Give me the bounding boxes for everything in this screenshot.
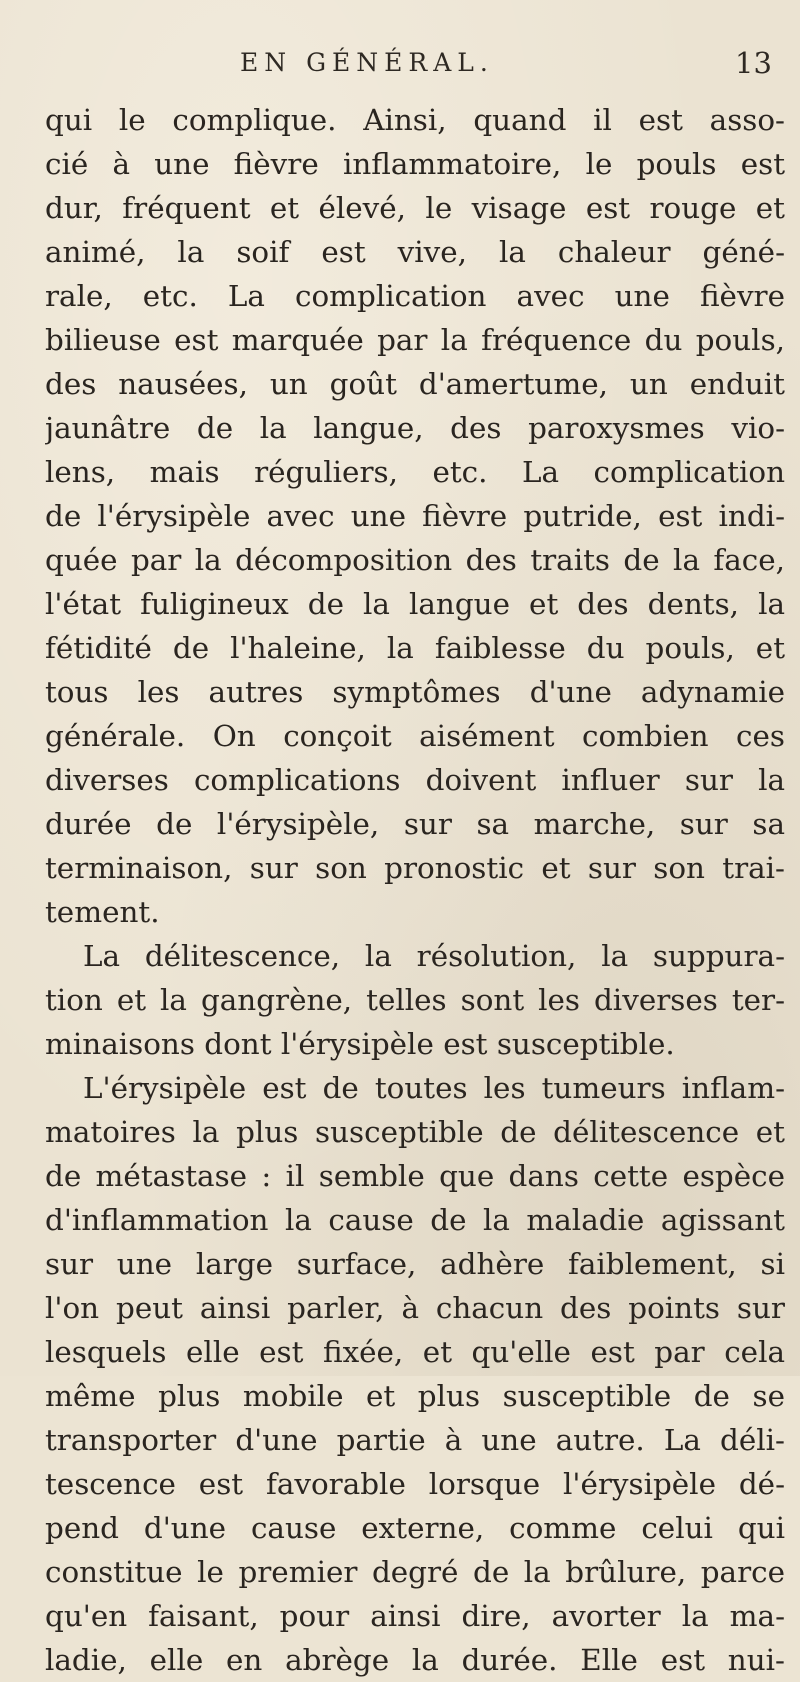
text-line: qui le complique. Ainsi, quand il est asso- [45, 103, 785, 137]
text-line: durée de l'érysipèle, sur sa marche, sur sa [45, 807, 785, 841]
text-line: générale. On conçoit aisément combien ces [45, 719, 785, 753]
text-line: lens, mais réguliers, etc. La complication [45, 455, 785, 489]
text-line: l'on peut ainsi parler, à chacun des points sur [45, 1291, 785, 1325]
text-line: fétidité de l'haleine, la faiblesse du pouls, et [45, 631, 785, 665]
text-line: bilieuse est marquée par la fréquence du pouls, [45, 323, 785, 357]
text-line: diverses complications doivent influer sur la [45, 763, 785, 797]
text-line: qu'en faisant, pour ainsi dire, avorter la ma- [45, 1599, 785, 1633]
text-line: tous les autres symptômes d'une adynamie [45, 675, 785, 709]
text-line: de métastase : il semble que dans cette espèce [45, 1159, 785, 1193]
text-line: ladie, elle en abrège la durée. Elle est nui- [45, 1643, 785, 1677]
text-line: rale, etc. La complication avec une fièvre [45, 279, 785, 313]
text-line: même plus mobile et plus susceptible de se [45, 1379, 785, 1413]
text-line: dur, fréquent et élevé, le visage est rouge et [45, 191, 785, 225]
page-number: 13 [735, 46, 772, 80]
text-line: matoires la plus susceptible de délitescence et [45, 1115, 785, 1149]
running-head: EN GÉNÉRAL. [240, 48, 494, 77]
text-line: animé, la soif est vive, la chaleur géné- [45, 235, 785, 269]
body-text [45, 98, 785, 1682]
paragraph-first-line: L'érysipèle est de toutes les tumeurs inflam- [83, 1071, 785, 1105]
text-line: quée par la décomposition des traits de la face, [45, 543, 785, 577]
text-line: tescence est favorable lorsque l'érysipèle dé- [45, 1467, 785, 1501]
text-line: lesquels elle est fixée, et qu'elle est par cela [45, 1335, 785, 1369]
text-line: transporter d'une partie à une autre. La déli- [45, 1423, 785, 1457]
text-line: l'état fuligineux de la langue et des dents, la [45, 587, 785, 621]
text-line: des nausées, un goût d'amertume, un enduit [45, 367, 785, 401]
text-line: tion et la gangrène, telles sont les diverses ter- [45, 983, 785, 1017]
text-line: de l'érysipèle avec une fièvre putride, est indi- [45, 499, 785, 533]
text-line: sur une large surface, adhère faiblement, si [45, 1247, 785, 1281]
text-line: pend d'une cause externe, comme celui qui [45, 1511, 785, 1545]
text-line: jaunâtre de la langue, des paroxysmes vio- [45, 411, 785, 445]
text-line: terminaison, sur son pronostic et sur son trai- [45, 851, 785, 885]
paragraph-first-line: La délitescence, la résolution, la suppura- [83, 939, 785, 973]
text-line: d'inflammation la cause de la maladie agissant [45, 1203, 785, 1237]
text-line: constitue le premier degré de la brûlure, parce [45, 1555, 785, 1589]
text-line: tement. [45, 895, 160, 929]
text-line: cié à une fièvre inflammatoire, le pouls est [45, 147, 785, 181]
text-line: minaisons dont l'érysipèle est susceptible. [45, 1027, 675, 1061]
